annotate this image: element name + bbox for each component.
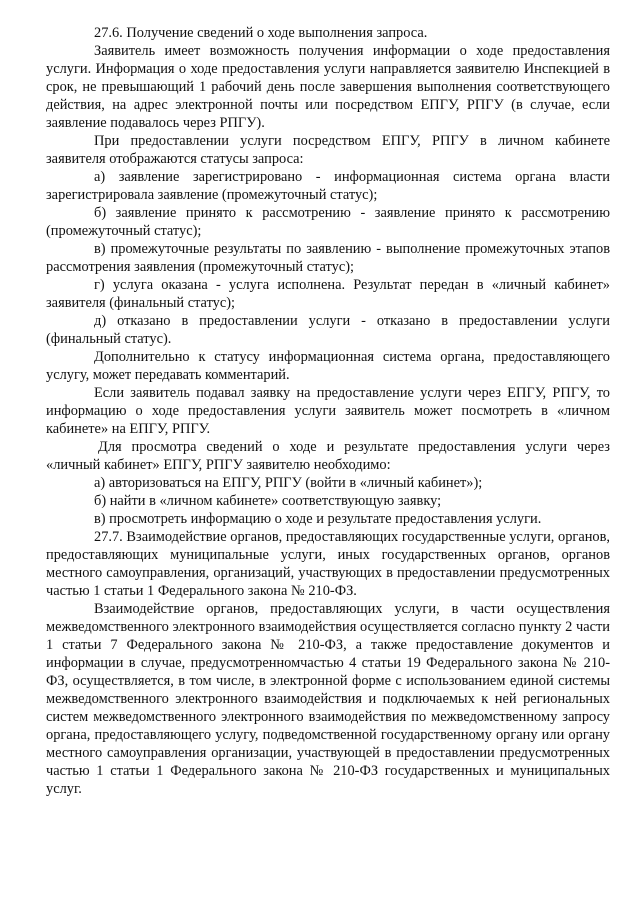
step-item-b: б) найти в «личном кабинете» соответствующую заявку; bbox=[94, 493, 442, 509]
step-item-v: в) просмотреть информацию о ходе и результате предоставления услуги. bbox=[94, 511, 542, 527]
paragraph-personal-account: Если заявитель подавал заявку на предоставление услуги через ЕПГУ, РПГУ, то информацию о ходе предоставления услуги заявитель может посмотреть в «личном кабинете» на ЕПГУ, РПГУ. bbox=[46, 385, 610, 437]
step-item-a: а) авторизоваться на ЕПГУ, РПГУ (войти в «личный кабинет»); bbox=[94, 475, 483, 491]
paragraph-section-27-6-title: 27.6. Получение сведений о ходе выполнения запроса. bbox=[94, 25, 428, 41]
status-item-d: д) отказано в предоставлении услуги - отказано в предоставлении услуги (финальный статус). bbox=[46, 313, 610, 347]
status-item-v: в) промежуточные результаты по заявлению - выполнение промежуточных этапов рассмотрения заявления (промежуточный статус); bbox=[46, 241, 610, 275]
paragraph-statuses-intro: При предоставлении услуги посредством ЕПГУ, РПГУ в личном кабинете заявителя отображаются статусы запроса: bbox=[46, 133, 610, 167]
paragraph-info-receipt: Заявитель имеет возможность получения информации о ходе предоставления услуги. Информация о ходе предоставления услуги направляется заявителю Инспекцией в срок, не превышающий 1 рабочий день после завершения выполнения соответствующего действия, на адрес электронной почты или посредством ЕПГУ, РПГУ (в случае, если заявление подавалось через РПГУ). bbox=[46, 43, 610, 131]
status-item-a: а) заявление зарегистрировано - информационная система органа власти зарегистрировала заявление (промежуточный статус); bbox=[46, 169, 610, 203]
status-item-g: г) услуга оказана - услуга исполнена. Результат передан в «личный кабинет» заявителя (финальный статус); bbox=[46, 277, 610, 311]
status-item-b: б) заявление принято к рассмотрению - заявление принято к рассмотрению (промежуточный статус); bbox=[46, 205, 610, 239]
paragraph-comment: Дополнительно к статусу информационная система органа, предоставляющего услугу, может передавать комментарий. bbox=[46, 349, 610, 383]
paragraph-interagency-interaction: Взаимодействие органов, предоставляющих услуги, в части осуществления межведомственного электронного взаимодействия осуществляется согласно пункту 2 части 1 статьи 7 Федерального закона № 210-ФЗ, а также предоставление документов и информации в случае, предусмотренномчастью 4 статьи 19 Федерального закона № 210-ФЗ, осуществляется, в том числе, в электронной форме с использованием единой системы межведомственного электронного взаимодействия и подключаемых к ней региональных систем межведомственного электронного взаимодействия по межведомственному запросу органа, предоставляющего услугу, подведомственной государственному органу или органу местного самоуправления организации, участвующей в предоставлении предусмотренных частью 1 статьи 1 Федерального закона № 210-ФЗ государственных и муниципальных услуг. bbox=[46, 601, 610, 797]
paragraph-section-27-7: 27.7. Взаимодействие органов, предоставляющих государственные услуги, органов, предоставляющих муниципальные услуги, иных государственных органов, органов местного самоуправления, организаций, участвующих в предоставлении предусмотренных частью 1 статьи 1 Федерального закона № 210-ФЗ. bbox=[46, 529, 610, 599]
paragraph-view-steps-intro: Для просмотра сведений о ходе и результате предоставления услуги через «личный кабинет» ЕПГУ, РПГУ заявителю необходимо: bbox=[46, 439, 610, 473]
